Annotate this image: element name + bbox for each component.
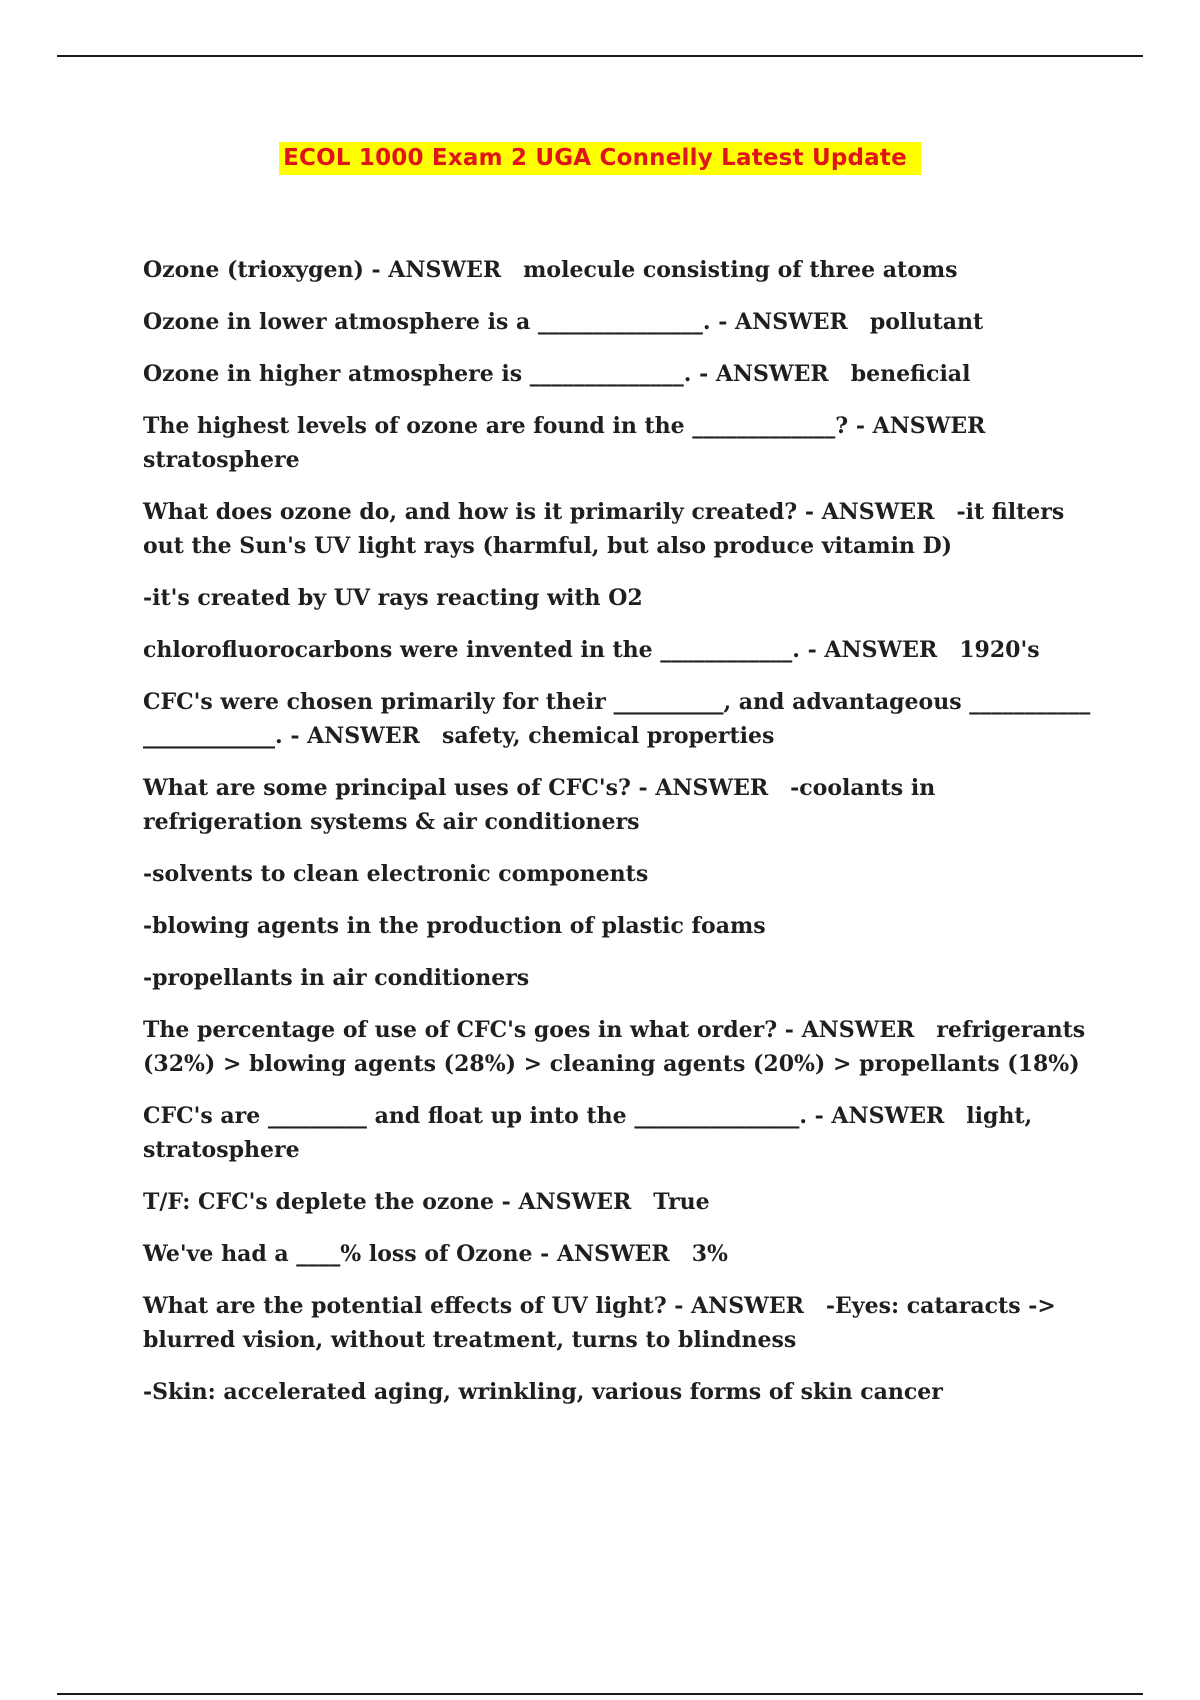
qa-item — [143, 633, 1093, 667]
answer: -Eyes: cataracts -> blurred vision, without treatment, turns to blindness — [143, 1293, 1056, 1353]
question: What does ozone do, and how is it primarily created? - ANSWER — [143, 499, 935, 525]
answer: -it's created by UV rays reacting with O2 — [143, 585, 643, 611]
top-rule — [57, 55, 1143, 57]
answer: pollutant — [869, 309, 984, 335]
answer: -blowing agents in the production of plastic foams — [143, 913, 766, 939]
qa-item — [143, 685, 1093, 753]
question: chlorofluorocarbons were invented in the ____________. - ANSWER — [143, 637, 938, 663]
qa-item — [143, 253, 1093, 287]
answer: molecule consisting of three atoms — [523, 257, 958, 283]
document-title: ECOL 1000 Exam 2 UGA Connelly Latest Update — [279, 142, 921, 175]
bottom-rule — [57, 1693, 1143, 1695]
answer: 1920's — [959, 637, 1040, 663]
question: The highest levels of ozone are found in the _____________? - ANSWER — [143, 413, 986, 439]
question: Ozone (trioxygen) - ANSWER — [143, 257, 502, 283]
answer: stratosphere — [143, 447, 300, 473]
answer: -propellants in air conditioners — [143, 965, 530, 991]
qa-item — [143, 1289, 1093, 1357]
question: The percentage of use of CFC's goes in what order? - ANSWER — [143, 1017, 915, 1043]
answer: True — [653, 1189, 710, 1215]
qa-item — [143, 1237, 1093, 1271]
qa-item — [143, 1185, 1093, 1219]
question: Ozone in lower atmosphere is a _______________. - ANSWER — [143, 309, 848, 335]
answer: -solvents to clean electronic components — [143, 861, 649, 887]
question: Ozone in higher atmosphere is ______________. - ANSWER — [143, 361, 829, 387]
question: What are some principal uses of CFC's? - ANSWER — [143, 775, 769, 801]
answer: 3% — [691, 1241, 728, 1267]
qa-continuation — [143, 961, 1093, 995]
qa-continuation — [143, 857, 1093, 891]
answer: safety, chemical properties — [441, 723, 775, 749]
qa-item — [143, 357, 1093, 391]
qa-item — [143, 495, 1093, 563]
question: What are the potential effects of UV light? - ANSWER — [143, 1293, 804, 1319]
question: CFC's are _________ and float up into the _______________. - ANSWER — [143, 1103, 945, 1129]
qa-item — [143, 409, 1093, 477]
question: T/F: CFC's deplete the ozone - ANSWER — [143, 1189, 632, 1215]
qa-item — [143, 771, 1093, 839]
answer: beneficial — [850, 361, 971, 387]
question: We've had a ____% loss of Ozone - ANSWER — [143, 1241, 670, 1267]
qa-item — [143, 1099, 1093, 1167]
qa-continuation — [143, 1375, 1093, 1409]
answer: -it filters out the Sun's UV light rays (harmful, but also produce vitamin D) — [143, 499, 1065, 559]
answer: -coolants in refrigeration systems & air conditioners — [143, 775, 936, 835]
qa-list — [143, 253, 1093, 1427]
answer: light, stratosphere — [143, 1103, 1033, 1163]
question: CFC's were chosen primarily for their __________, and advantageous ___________ ____________. - ANSWER — [143, 689, 1091, 749]
qa-item — [143, 1013, 1093, 1081]
qa-continuation — [143, 581, 1093, 615]
qa-continuation — [143, 909, 1093, 943]
answer: refrigerants (32%) > blowing agents (28%) > cleaning agents (20%) > propellants (18%) — [143, 1017, 1086, 1077]
title-container — [0, 142, 1200, 175]
qa-item — [143, 305, 1093, 339]
answer: -Skin: accelerated aging, wrinkling, various forms of skin cancer — [143, 1379, 943, 1405]
